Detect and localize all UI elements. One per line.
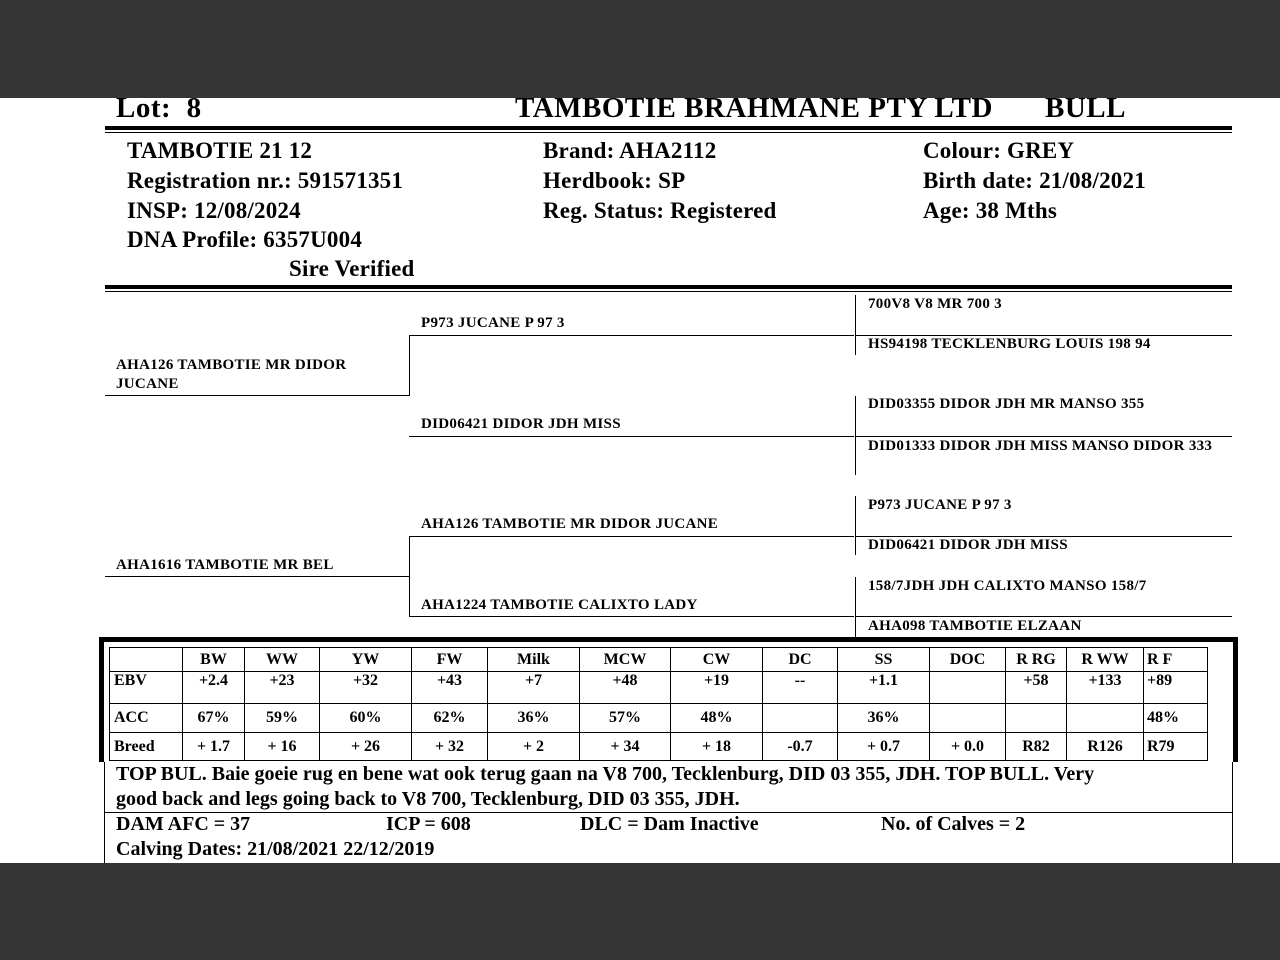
ebv-cell: 36% <box>488 704 580 733</box>
number-of-calves: No. of Calves = 2 <box>881 813 1026 835</box>
ebv-cell <box>930 704 1006 733</box>
ebv-header-cell: R WW <box>1067 648 1144 672</box>
ebv-cell: +48 <box>580 672 671 704</box>
sire-verified: Sire Verified <box>289 256 415 281</box>
header-rule <box>105 126 1232 130</box>
animal-name: TAMBOTIE 21 12 <box>127 138 313 163</box>
comment-line-1: TOP BUL. Baie goeie rug en bene wat ook terug gaan na V8 700, Tecklenburg, DID 03 355, JDH. TOP BULL. Very <box>116 763 1095 785</box>
ebv-cell: + 0.7 <box>838 733 930 761</box>
ebv-cell: +43 <box>412 672 488 704</box>
pedigree-dam-sire: AHA126 TAMBOTIE MR DIDOR JUCANE <box>421 516 719 532</box>
ebv-cell: + 26 <box>320 733 412 761</box>
dna-profile: DNA Profile: 6357U004 <box>127 227 363 252</box>
lot-number: 8 <box>186 98 202 124</box>
pedigree-dss: P973 JUCANE P 97 3 <box>868 497 1012 513</box>
pedigree-line <box>105 395 409 396</box>
ebv-cell <box>1006 704 1067 733</box>
ebv-header-cell: DOC <box>930 648 1006 672</box>
ebv-cell <box>1067 704 1144 733</box>
ebv-row <box>110 733 1208 761</box>
ebv-cell: 59% <box>245 704 320 733</box>
pedigree-connector <box>855 295 856 355</box>
header-rule-thin <box>105 132 1232 133</box>
pedigree-sdd: DID01333 DIDOR JDH MISS MANSO DIDOR 333 <box>868 438 1213 454</box>
pedigree-sire-dam: DID06421 DIDOR JDH MISS <box>421 416 621 432</box>
pedigree-ddd: AHA098 TAMBOTIE ELZAAN <box>868 618 1082 634</box>
ebv-row-label: Breed <box>110 733 183 761</box>
ebv-table-frame <box>99 637 1238 762</box>
colour: Colour: GREY <box>923 138 1075 163</box>
ebv-row <box>110 704 1208 733</box>
ebv-header-cell: Milk <box>488 648 580 672</box>
pedigree-dam: AHA1616 TAMBOTIE MR BEL <box>116 557 334 573</box>
ebv-header-cell: SS <box>838 648 930 672</box>
ebv-table <box>109 647 1208 761</box>
icp: ICP = 608 <box>386 813 471 835</box>
ebv-header-row <box>110 648 1208 672</box>
ebv-header-cell: YW <box>320 648 412 672</box>
ebv-cell: -- <box>763 672 838 704</box>
pedigree-connector <box>855 496 856 555</box>
ebv-row-label: EBV <box>110 672 183 704</box>
ebv-cell: +2.4 <box>183 672 245 704</box>
brand: Brand: AHA2112 <box>543 138 717 163</box>
ebv-cell: +133 <box>1067 672 1144 704</box>
dam-afc: DAM AFC = 37 <box>116 813 251 835</box>
ebv-row <box>110 672 1208 704</box>
dlc: DLC = Dam Inactive <box>580 813 759 835</box>
ebv-cell: + 16 <box>245 733 320 761</box>
lot-label <box>116 98 202 125</box>
ebv-cell: +23 <box>245 672 320 704</box>
ebv-cell: 48% <box>1144 704 1208 733</box>
pedigree-line <box>409 335 854 336</box>
ebv-cell: +58 <box>1006 672 1067 704</box>
pedigree-dds: 158/7JDH JDH CALIXTO MANSO 158/7 <box>868 578 1147 594</box>
ebv-cell: 48% <box>671 704 763 733</box>
ebv-header-cell <box>110 648 183 672</box>
ebv-cell <box>930 672 1006 704</box>
ebv-header-cell: CW <box>671 648 763 672</box>
ebv-header-cell: R F <box>1144 648 1208 672</box>
ebv-cell: R79 <box>1144 733 1208 761</box>
ebv-cell: +1.1 <box>838 672 930 704</box>
herdbook: Herdbook: SP <box>543 168 686 193</box>
ebv-header-cell: R RG <box>1006 648 1067 672</box>
pedigree-ssd: HS94198 TECKLENBURG LOUIS 198 94 <box>868 336 1151 352</box>
sex-label: BULL <box>1045 98 1126 124</box>
registration-number: Registration nr.: 591571351 <box>127 168 404 193</box>
pedigree-dsd: DID06421 DIDOR JDH MISS <box>868 537 1068 553</box>
pedigree-connector <box>409 536 410 616</box>
insp-date: INSP: 12/08/2024 <box>127 198 301 223</box>
pedigree-sds: DID03355 DIDOR JDH MR MANSO 355 <box>868 396 1145 412</box>
ebv-cell: + 34 <box>580 733 671 761</box>
ebv-row-label: ACC <box>110 704 183 733</box>
pedigree-connector <box>855 577 856 637</box>
ebv-cell: -0.7 <box>763 733 838 761</box>
pedigree-line <box>409 536 854 537</box>
ebv-cell: +7 <box>488 672 580 704</box>
ebv-cell: 36% <box>838 704 930 733</box>
ebv-cell: + 0.0 <box>930 733 1006 761</box>
ebv-cell: +32 <box>320 672 412 704</box>
ebv-cell: +89 <box>1144 672 1208 704</box>
pedigree-line <box>409 436 854 437</box>
ebv-cell: + 1.7 <box>183 733 245 761</box>
breeder-name: TAMBOTIE BRAHMANE PTY LTD <box>515 98 993 124</box>
ebv-cell: R126 <box>1067 733 1144 761</box>
ebv-cell: + 2 <box>488 733 580 761</box>
ebv-cell: R82 <box>1006 733 1067 761</box>
pedigree-sire: AHA126 TAMBOTIE MR DIDOR JUCANE <box>116 357 347 392</box>
ebv-cell: + 18 <box>671 733 763 761</box>
ebv-cell: +19 <box>671 672 763 704</box>
ebv-header-cell: FW <box>412 648 488 672</box>
info-rule-thin <box>105 291 1232 292</box>
pedigree-line <box>105 576 409 577</box>
comment-line-2: good back and legs going back to V8 700, Tecklenburg, DID 03 355, JDH. <box>116 788 740 810</box>
pedigree-dam-dam: AHA1224 TAMBOTIE CALIXTO LADY <box>421 597 698 613</box>
ebv-cell: + 32 <box>412 733 488 761</box>
catalogue-sheet <box>0 98 1280 863</box>
pedigree-line <box>855 616 1232 617</box>
lot-label-text: Lot: <box>116 98 172 124</box>
ebv-cell <box>763 704 838 733</box>
ebv-cell: 67% <box>183 704 245 733</box>
ebv-header-cell: DC <box>763 648 838 672</box>
ebv-cell: 60% <box>320 704 412 733</box>
pedigree-sss: 700V8 V8 MR 700 3 <box>868 296 1002 312</box>
ebv-header-cell: WW <box>245 648 320 672</box>
info-rule <box>105 285 1232 289</box>
reg-status: Reg. Status: Registered <box>543 198 777 223</box>
birth-date: Birth date: 21/08/2021 <box>923 168 1146 193</box>
pedigree-sire-sire: P973 JUCANE P 97 3 <box>421 315 565 331</box>
pedigree-connector <box>409 335 410 396</box>
ebv-cell: 62% <box>412 704 488 733</box>
ebv-header-cell: MCW <box>580 648 671 672</box>
calving-dates: Calving Dates: 21/08/2021 22/12/2019 <box>116 838 435 860</box>
ebv-header-cell: BW <box>183 648 245 672</box>
pedigree-line <box>409 616 854 617</box>
ebv-cell: 57% <box>580 704 671 733</box>
age: Age: 38 Mths <box>923 198 1057 223</box>
